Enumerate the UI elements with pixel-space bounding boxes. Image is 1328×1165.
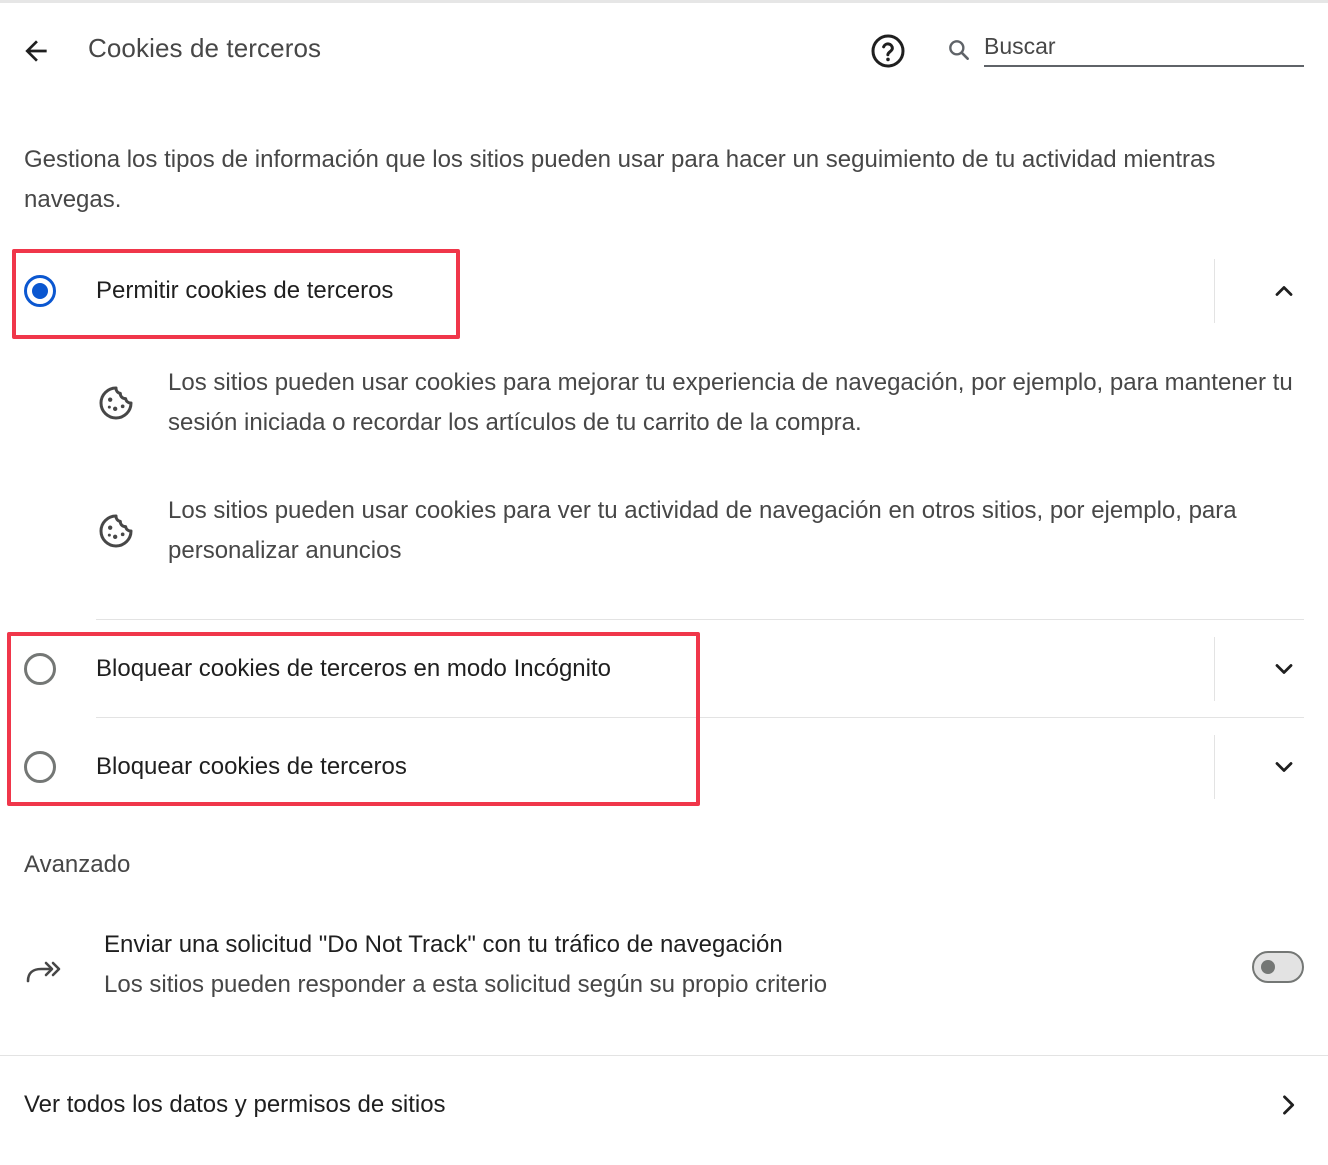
search-box: [942, 29, 1304, 69]
divider: [1214, 735, 1215, 799]
page-header: [0, 3, 1328, 95]
detail-item: [96, 363, 1306, 447]
option-label: Permitir cookies de terceros: [96, 277, 394, 304]
detail-item: [96, 491, 1306, 575]
back-button[interactable]: [16, 31, 56, 71]
site-data-link: Ver todos los datos y permisos de sitios: [24, 1091, 446, 1118]
chevron-right-icon: [1274, 1091, 1302, 1119]
section-title-advanced: Avanzado: [24, 851, 131, 878]
radio-allow[interactable]: [24, 275, 56, 307]
dnt-title: Enviar una solicitud "Do Not Track" con tu tráfico de navegación: [104, 931, 783, 958]
chevron-down-icon: [1270, 753, 1298, 781]
do-not-track-row[interactable]: [0, 921, 1328, 1017]
help-button[interactable]: [866, 29, 910, 73]
option-block-incognito[interactable]: [0, 637, 1328, 701]
site-data-link-row[interactable]: [0, 1057, 1328, 1153]
divider: [96, 619, 1304, 620]
back-arrow-icon: [20, 35, 52, 67]
detail-text: Los sitios pueden usar cookies para ver tu actividad de navegación en otros sitios, por ejemplo, para personalizar anuncios: [168, 497, 1237, 564]
divider: [96, 717, 1304, 718]
radio-block[interactable]: [24, 751, 56, 783]
page-title: Cookies de terceros: [88, 33, 322, 63]
intro-description: Gestiona los tipos de información que los sitios pueden usar para hacer un seguimiento de tu actividad mientras navegas.: [24, 146, 1216, 213]
option-allow-third-party-cookies[interactable]: [0, 259, 1328, 323]
toggle-knob: [1261, 960, 1275, 974]
expand-button[interactable]: [1264, 747, 1304, 787]
cookie-icon: [96, 383, 136, 423]
chevron-down-icon: [1270, 655, 1298, 683]
divider: [1214, 637, 1215, 701]
divider: [0, 1055, 1328, 1056]
search-input[interactable]: [984, 31, 1304, 67]
option-label: Bloquear cookies de terceros: [96, 753, 407, 780]
option-label: Bloquear cookies de terceros en modo Incógnito: [96, 655, 611, 682]
dnt-subtitle: Los sitios pueden responder a esta solicitud según su propio criterio: [104, 971, 828, 998]
chevron-right-button: [1270, 1087, 1306, 1123]
expand-button[interactable]: [1264, 649, 1304, 689]
detail-text: Los sitios pueden usar cookies para mejorar tu experiencia de navegación, por ejemplo, para mantener tu sesión iniciada o recordar los artículos de tu carrito de la compra.: [168, 369, 1293, 436]
chevron-up-icon: [1270, 277, 1298, 305]
dnt-toggle[interactable]: [1252, 951, 1304, 983]
cookie-icon: [96, 511, 136, 551]
radio-block-incognito[interactable]: [24, 653, 56, 685]
help-icon: [870, 33, 906, 69]
option-block-third-party-cookies[interactable]: [0, 735, 1328, 799]
collapse-button[interactable]: [1264, 271, 1304, 311]
divider: [1214, 259, 1215, 323]
search-icon: [946, 37, 972, 63]
forward-arrows-icon: [24, 953, 64, 989]
